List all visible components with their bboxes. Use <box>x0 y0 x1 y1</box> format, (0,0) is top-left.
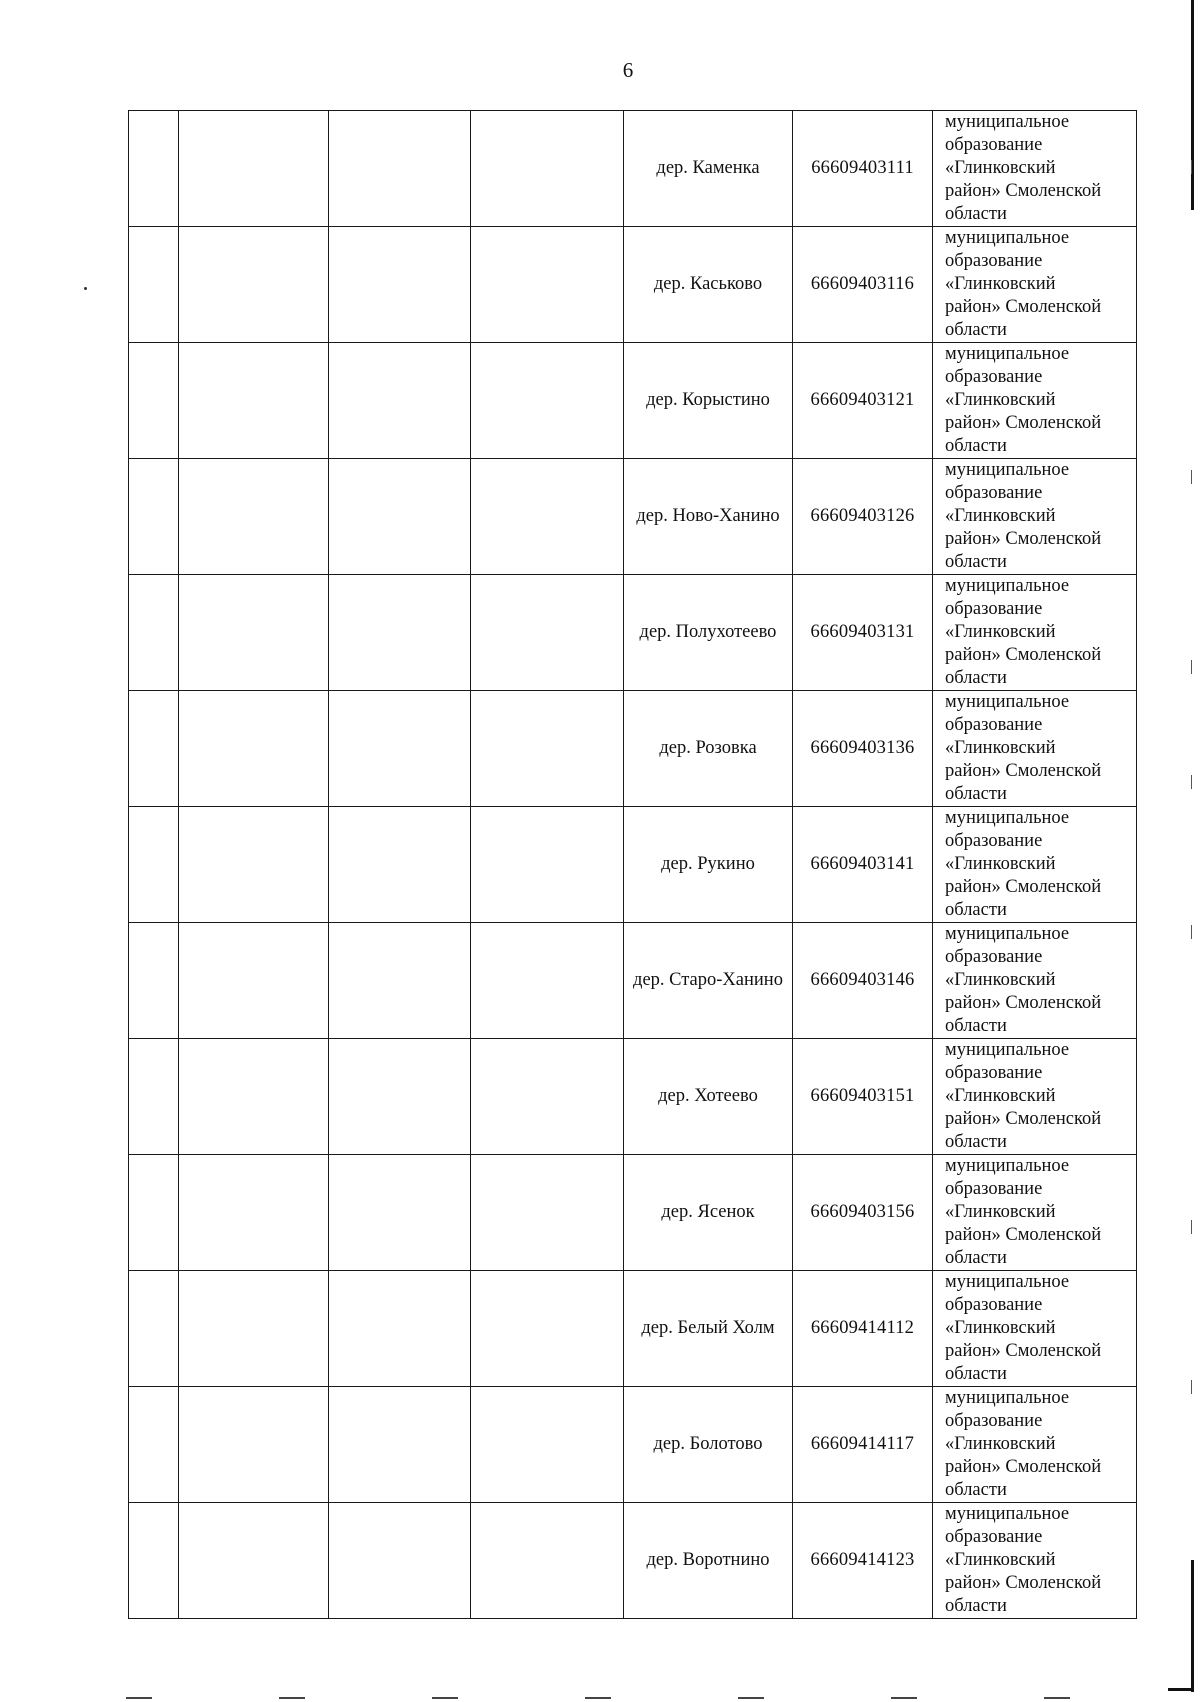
table-row <box>129 343 1137 459</box>
code-cell: 66609403121 <box>793 343 933 459</box>
municipality-cell: муниципальное образование «Глинковский район» Смоленской области <box>933 807 1137 923</box>
empty-cell <box>129 343 179 459</box>
scan-footer-dash <box>1044 1697 1070 1699</box>
scan-footer-dash <box>738 1697 764 1699</box>
empty-cell <box>179 1155 329 1271</box>
empty-cell <box>471 227 624 343</box>
empty-cell <box>179 575 329 691</box>
table-row <box>129 1271 1137 1387</box>
settlement-cell: дер. Ясенок <box>624 1155 793 1271</box>
code-cell: 66609403146 <box>793 923 933 1039</box>
code-cell: 66609403116 <box>793 227 933 343</box>
scan-footer-dash <box>891 1697 917 1699</box>
municipality-cell: муниципальное образование «Глинковский район» Смоленской области <box>933 575 1137 691</box>
table-row <box>129 575 1137 691</box>
code-cell: 66609403136 <box>793 691 933 807</box>
empty-cell <box>179 1503 329 1619</box>
scan-edge-mark <box>1191 1380 1193 1394</box>
empty-cell <box>129 1155 179 1271</box>
empty-cell <box>471 807 624 923</box>
municipality-cell: муниципальное образование «Глинковский район» Смоленской области <box>933 1039 1137 1155</box>
empty-cell <box>471 1155 624 1271</box>
municipality-cell: муниципальное образование «Глинковский район» Смоленской области <box>933 111 1137 227</box>
empty-cell <box>329 343 471 459</box>
table-row <box>129 923 1137 1039</box>
scan-edge-mark <box>1191 775 1193 789</box>
municipality-cell: муниципальное образование «Глинковский район» Смоленской области <box>933 1503 1137 1619</box>
scan-speck <box>84 287 87 290</box>
table-row <box>129 1039 1137 1155</box>
empty-cell <box>129 575 179 691</box>
empty-cell <box>471 923 624 1039</box>
code-cell: 66609403131 <box>793 575 933 691</box>
empty-cell <box>129 459 179 575</box>
scan-edge-line-top <box>1191 0 1194 210</box>
empty-cell <box>179 111 329 227</box>
empty-cell <box>471 459 624 575</box>
empty-cell <box>471 691 624 807</box>
empty-cell <box>129 1039 179 1155</box>
municipality-cell: муниципальное образование «Глинковский район» Смоленской области <box>933 1271 1137 1387</box>
empty-cell <box>179 807 329 923</box>
empty-cell <box>179 691 329 807</box>
empty-cell <box>329 923 471 1039</box>
table-row <box>129 111 1137 227</box>
settlement-cell: дер. Полухотеево <box>624 575 793 691</box>
empty-cell <box>129 1503 179 1619</box>
code-cell: 66609414123 <box>793 1503 933 1619</box>
empty-cell <box>179 343 329 459</box>
empty-cell <box>129 807 179 923</box>
code-cell: 66609403141 <box>793 807 933 923</box>
municipality-cell: муниципальное образование «Глинковский район» Смоленской области <box>933 227 1137 343</box>
empty-cell <box>329 1039 471 1155</box>
empty-cell <box>471 1503 624 1619</box>
settlement-cell: дер. Болотово <box>624 1387 793 1503</box>
code-cell: 66609414117 <box>793 1387 933 1503</box>
scan-edge-mark <box>1191 1220 1193 1234</box>
empty-cell <box>329 575 471 691</box>
empty-cell <box>179 459 329 575</box>
empty-cell <box>471 1039 624 1155</box>
empty-cell <box>129 227 179 343</box>
settlement-cell: дер. Хотеево <box>624 1039 793 1155</box>
empty-cell <box>329 459 471 575</box>
table-body <box>129 111 1137 1619</box>
municipality-cell: муниципальное образование «Глинковский район» Смоленской области <box>933 923 1137 1039</box>
scan-footer-dash <box>126 1697 152 1699</box>
empty-cell <box>471 575 624 691</box>
empty-cell <box>329 1503 471 1619</box>
scan-edge-line-bottom <box>1191 1560 1194 1692</box>
table-row <box>129 1155 1137 1271</box>
settlement-cell: дер. Воротнино <box>624 1503 793 1619</box>
scan-footer-dash <box>279 1697 305 1699</box>
settlements-table <box>128 110 1137 1619</box>
settlement-cell: дер. Рукино <box>624 807 793 923</box>
empty-cell <box>179 1387 329 1503</box>
settlement-cell: дер. Розовка <box>624 691 793 807</box>
table-row <box>129 807 1137 923</box>
table-row <box>129 1387 1137 1503</box>
municipality-cell: муниципальное образование «Глинковский район» Смоленской области <box>933 691 1137 807</box>
scan-edge-line-foot <box>1168 1688 1194 1691</box>
table-row <box>129 691 1137 807</box>
empty-cell <box>329 1155 471 1271</box>
scan-edge-mark <box>1191 925 1193 939</box>
municipality-cell: муниципальное образование «Глинковский район» Смоленской области <box>933 1155 1137 1271</box>
code-cell: 66609403126 <box>793 459 933 575</box>
scan-edge-mark <box>1191 470 1193 484</box>
municipality-cell: муниципальное образование «Глинковский район» Смоленской области <box>933 343 1137 459</box>
code-cell: 66609403151 <box>793 1039 933 1155</box>
empty-cell <box>179 923 329 1039</box>
empty-cell <box>471 1271 624 1387</box>
empty-cell <box>129 111 179 227</box>
settlement-cell: дер. Каменка <box>624 111 793 227</box>
empty-cell <box>129 1271 179 1387</box>
page-number: 6 <box>622 58 634 82</box>
empty-cell <box>471 343 624 459</box>
settlement-cell: дер. Старо-Ханино <box>624 923 793 1039</box>
settlement-cell: дер. Корыстино <box>624 343 793 459</box>
table-row <box>129 227 1137 343</box>
empty-cell <box>329 691 471 807</box>
empty-cell <box>179 1271 329 1387</box>
settlement-cell: дер. Белый Холм <box>624 1271 793 1387</box>
empty-cell <box>329 1271 471 1387</box>
settlement-cell: дер. Ново-Ханино <box>624 459 793 575</box>
code-cell: 66609414112 <box>793 1271 933 1387</box>
table-row <box>129 1503 1137 1619</box>
settlement-cell: дер. Каськово <box>624 227 793 343</box>
code-cell: 66609403156 <box>793 1155 933 1271</box>
empty-cell <box>329 1387 471 1503</box>
code-cell: 66609403111 <box>793 111 933 227</box>
empty-cell <box>471 111 624 227</box>
scan-edge-mark <box>1191 160 1193 174</box>
empty-cell <box>179 227 329 343</box>
municipality-cell: муниципальное образование «Глинковский район» Смоленской области <box>933 1387 1137 1503</box>
empty-cell <box>329 111 471 227</box>
empty-cell <box>329 807 471 923</box>
empty-cell <box>179 1039 329 1155</box>
empty-cell <box>329 227 471 343</box>
empty-cell <box>129 923 179 1039</box>
scan-footer-dash <box>585 1697 611 1699</box>
table-row <box>129 459 1137 575</box>
empty-cell <box>129 1387 179 1503</box>
municipality-cell: муниципальное образование «Глинковский район» Смоленской области <box>933 459 1137 575</box>
empty-cell <box>129 691 179 807</box>
scan-footer-dash <box>432 1697 458 1699</box>
empty-cell <box>471 1387 624 1503</box>
scan-edge-mark <box>1191 660 1193 674</box>
